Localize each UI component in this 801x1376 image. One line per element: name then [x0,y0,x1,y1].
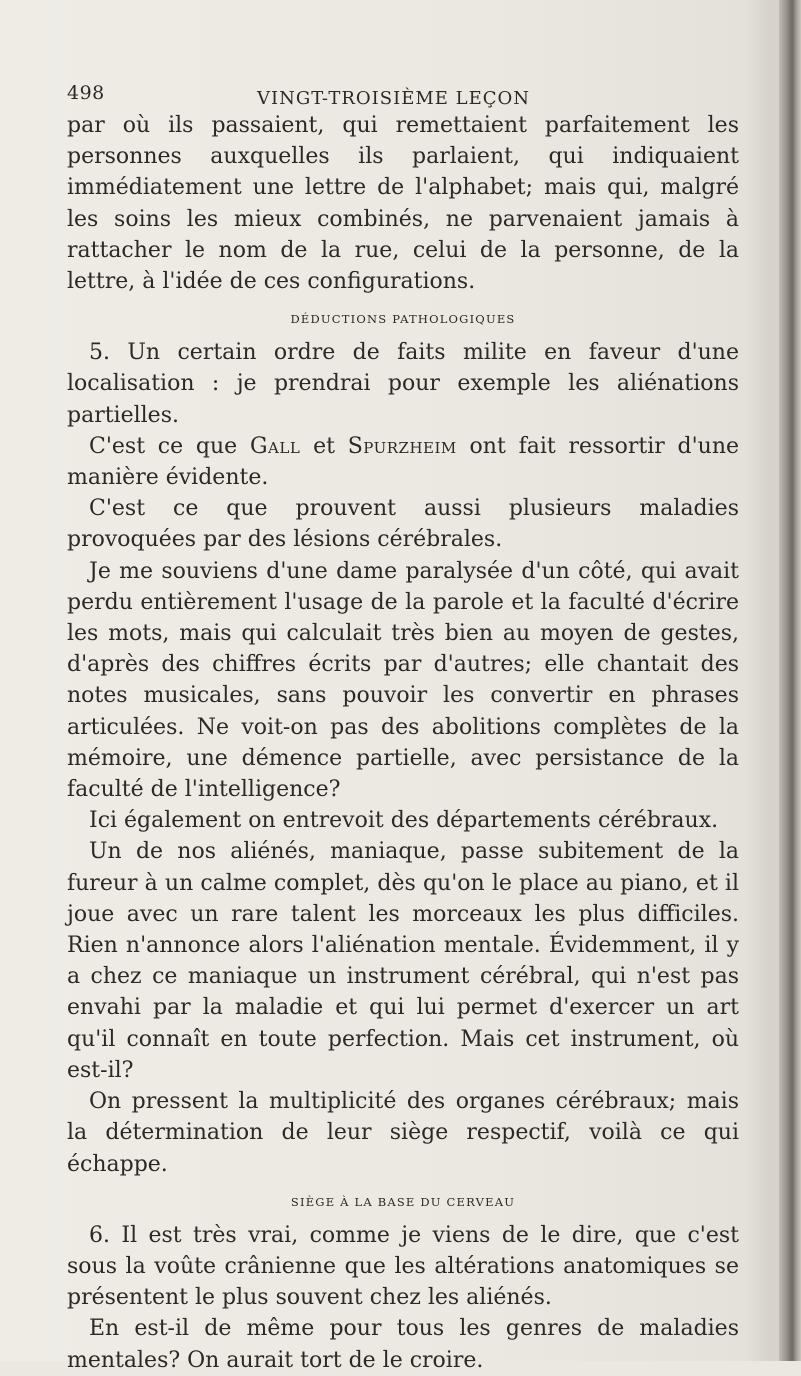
text-fragment: C'est ce que [89,433,250,459]
page-edge-shadow [779,0,801,1361]
section-heading-pathological-deductions: DÉDUCTIONS PATHOLOGIQUES [290,312,516,327]
paragraph-5: 5. Un certain ordre de faits milite en faveur d'une localisation : je prendrai pour exemple les aliénations partielles. [67,340,739,428]
running-head: VINGT-TROISIÈME LEÇON [257,88,531,109]
paragraph-gall-spurzheim [67,431,739,493]
page-header [67,82,747,112]
text-fragment: et [300,433,348,459]
paragraph-maniac-piano: Un de nos aliénés, maniaque, passe subitement de la fureur à un calme complet, dès qu'on le place au piano, et il joue avec un rare talent les morceaux les plus difficiles. Rien n'annonce alors l'aliénation mentale. Évidemment, il y a chez ce maniaque un instrument cérébral, qui n'est pas envahi par la maladie et qui lui permet d'exercer un art qu'il connaît en toute perfection. Mais cet instrument, où est-il? [67,839,739,1083]
paragraph-lesions: C'est ce que prouvent aussi plusieurs maladies provoquées par des lésions cérébrales. [67,496,739,553]
paragraph-multiplicity: On pressent la multiplicité des organes cérébraux; mais la détermination de leur siège respectif, voilà ce qui échappe. [67,1089,739,1177]
paragraph-6: 6. Il est très vrai, comme je viens de le dire, que c'est sous la voûte crânienne que les altérations anatomiques se présentent le plus souvent chez les aliénés. [67,1222,739,1311]
author-name-spurzheim: Spurzheim [347,433,457,459]
body-text [67,110,739,1376]
section-heading-base-of-brain: SIÈGE À LA BASE DU CERVEAU [290,1194,516,1209]
text-fragment: ont fait ressortir d'une manière évidente. [67,433,740,491]
paragraph-departments: Ici également on entrevoit des départements cérébraux. [89,808,719,834]
paragraph-continued: par où ils passaient, qui remettaient parfaitement les personnes auxquelles ils parlaient, qui indiquaient immédiatement une lettre de l'alphabet; mais qui, malgré les soins les mieux combinés, ne parvenaient jamais à rattacher le nom de la rue, celui de la personne, de la lettre, à l'idée de ces configurations. [67,113,739,295]
paragraph-final: En est-il de même pour tous les genres de maladies mentales? On aurait tort de le croire. [67,1316,739,1373]
paragraph-paralyzed-lady: Je me souviens d'une dame paralysée d'un côté, qui avait perdu entièrement l'usage de la parole et la faculté d'écrire les mots, mais qui calculait très bien au moyen de gestes, d'après des chiffres écrits par d'autres; elle chantait des notes musicales, sans pouvoir les convertir en phrases articulées. Ne voit-on pas des abolitions complètes de la mémoire, une démence partielle, avec persistance de la faculté de l'intelligence? [67,558,739,803]
page-number: 498 [67,82,105,104]
author-name-gall: Gall [249,433,301,459]
